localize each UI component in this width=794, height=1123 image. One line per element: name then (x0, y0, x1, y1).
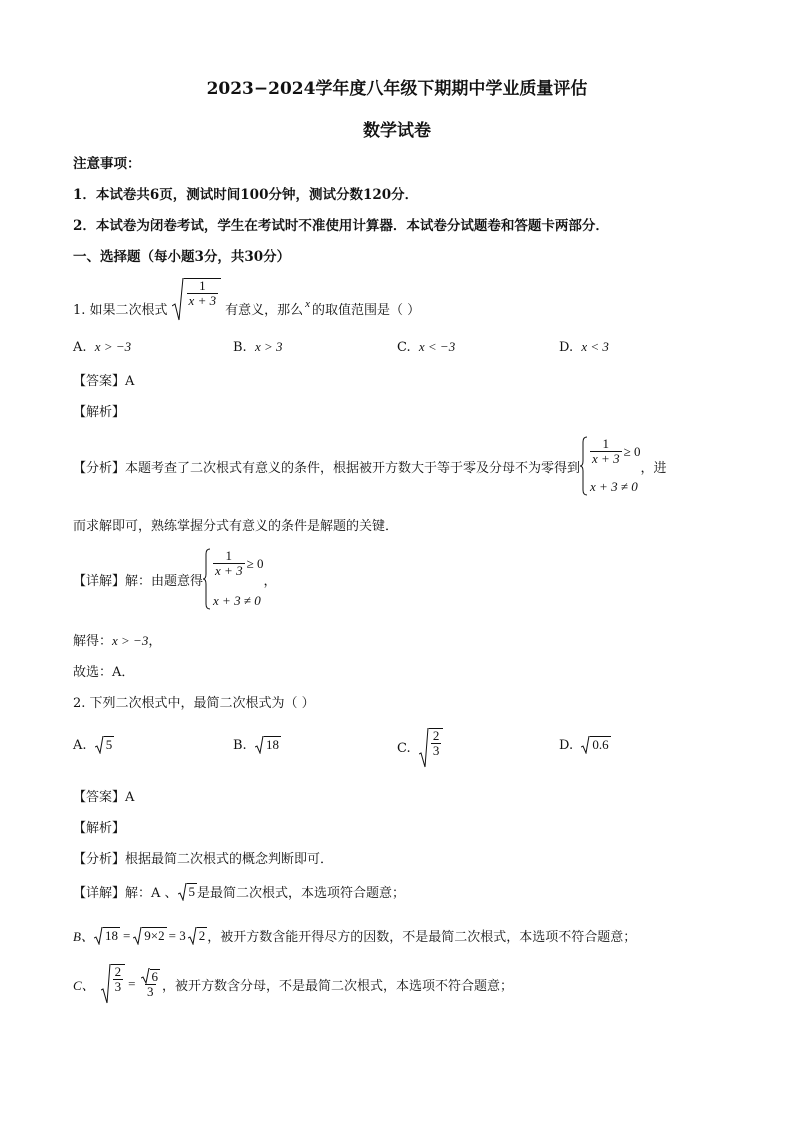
q2-option-c[interactable]: C. $\frac{2}{3}$ (397, 728, 443, 768)
q1-frac-den: x + 3 (188, 293, 217, 309)
q1-answer: 【答案】A (73, 374, 135, 389)
q2-detail-c: C、 $\frac{2}{3}$ = $\frac{6}{3}$ ，被开方数含分母，不是最简二次根式，本选项不符合题意； (73, 964, 513, 1004)
q2-option-d[interactable]: D. 0.6 (559, 737, 609, 753)
q1-option-b[interactable]: B. x > 3 (233, 339, 283, 355)
q2-answer: 【答案】A (73, 790, 135, 805)
radical-sign-icon (178, 883, 187, 901)
radical-sign-icon (419, 728, 429, 768)
q1-option-d[interactable]: D. x < 3 (559, 339, 609, 355)
q1-fenxi: 【分析】 本题考查了二次根式有意义的条件，根据被开方数大于等于零及分母不为零得到 $\frac{1}{x + 3}$ ≥ 0 x + 3 ≠ 0 ，进 (73, 436, 667, 494)
q1-prefix: 1. 如果二次根式 (73, 303, 168, 318)
q1-option-a[interactable]: A. x > −3 (73, 339, 132, 355)
radical-sign-icon (101, 964, 111, 1004)
q1-suffix-b: 的取值范围是（ ） (312, 303, 421, 318)
q1-choose: 故选：A． (73, 665, 135, 680)
q2-stem: 2. 下列二次根式中，最简二次根式为（ ） (73, 696, 315, 711)
q1-detail-system: $\frac{1}{x + 3}$ ≥ 0 x + 3 ≠ 0 (203, 548, 263, 610)
q2-fenxi: 【分析】根据最简二次根式的概念判断即可． (73, 852, 334, 867)
q1-radical (172, 278, 222, 322)
radical-sign-icon (188, 927, 197, 945)
radical-sign-icon (94, 927, 103, 945)
left-brace-icon (580, 436, 588, 496)
q2-detail-a: 【详解】 解：A 、 5 是最简二次根式，本选项符合题意； (73, 883, 406, 901)
page-subtitle: 数学试卷 (363, 121, 431, 141)
q1-detail: 【详解】 解：由题意得 $\frac{1}{x + 3}$ ≥ 0 x + 3 ≠ 0 ， (73, 548, 277, 608)
q1-fenxi-system: $\frac{1}{x + 3}$ ≥ 0 x + 3 ≠ 0 (580, 436, 640, 496)
radical-sign-icon (172, 278, 184, 322)
q1-solve: 解得：x > −3， (73, 633, 162, 649)
q2-detail-b: B、 18 = 9×2 = 3 2 ，被开方数含能开得尽方的因数，不是最简二次根式，本选项不符合题意； (73, 927, 637, 945)
radical-sign-icon (581, 736, 590, 754)
q2-analysis-tag: 【解析】 (73, 821, 126, 836)
q2-option-a[interactable]: A. 5 (73, 737, 113, 753)
radical-sign-icon (133, 927, 142, 945)
left-brace-icon (203, 548, 211, 610)
q1-option-c[interactable]: C. x < −3 (397, 339, 456, 355)
q1-fenxi-line2: 而求解即可，熟练掌握分式有意义的条件是解题的关键． (73, 519, 399, 534)
radical-sign-icon (255, 736, 264, 754)
notes-item-1: 1．本试卷共6页，测试时间100分钟，测试分数120分． (73, 187, 419, 203)
q1-frac-num: 1 (199, 278, 206, 293)
q1-var: x (305, 298, 310, 310)
notes-heading: 注意事项： (73, 156, 141, 172)
radical-sign-icon (95, 736, 104, 754)
q2-option-b[interactable]: B. 18 (233, 737, 279, 753)
notes-item-2: 2．本试卷为闭卷考试，学生在考试时不准使用计算器．本试卷分试题卷和答题卡两部分． (73, 218, 609, 234)
q1-suffix-a: 有意义，那么 (225, 303, 304, 318)
q1-stem (73, 278, 420, 322)
radical-sign-icon (141, 968, 150, 984)
q1-analysis-tag: 【解析】 (73, 405, 126, 420)
section-heading-choice: 一、选择题（每小题3分，共30分） (73, 249, 291, 265)
page-title: 2023−2024学年度八年级下期期中学业质量评估 (206, 79, 588, 99)
